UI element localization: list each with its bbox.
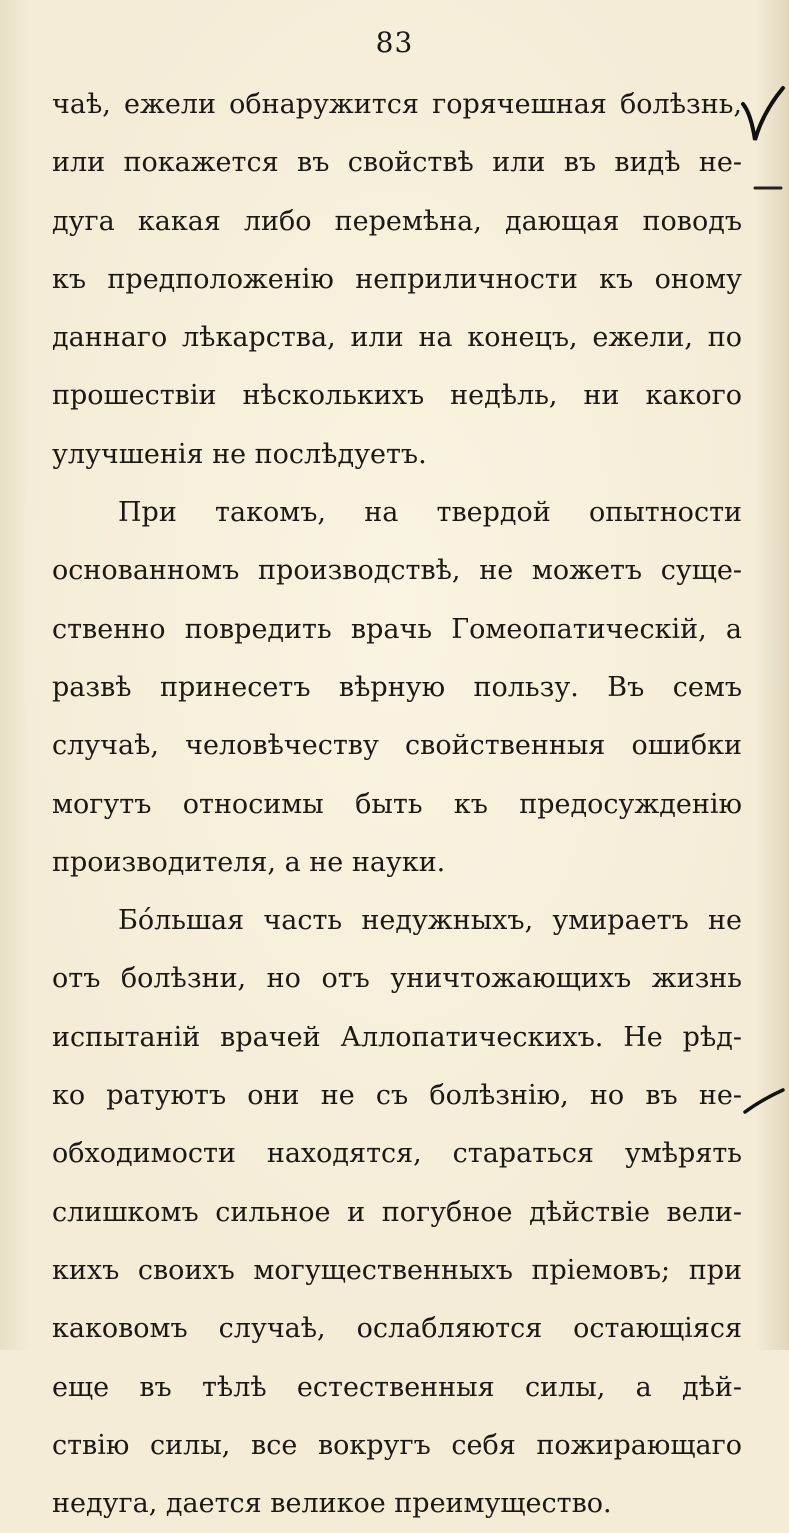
text-line: кихъ своихъ могущественныхъ пріемовъ; при: [52, 1254, 742, 1286]
text-line: ствію силы, все вокругъ себя пожирающаго: [52, 1429, 742, 1461]
text-line: развѣ принесетъ вѣрную пользу. Въ семъ: [52, 671, 742, 703]
text-line: дуга какая либо перемѣна, дающая поводъ: [52, 205, 742, 237]
text-line: еще въ тѣлѣ естественныя силы, а дѣй-: [52, 1371, 742, 1403]
text-line: обходимости находятся, стараться умѣрять: [52, 1138, 742, 1170]
text-line: улучшенія не послѣдуетъ.: [52, 438, 427, 470]
text-line: случаѣ, человѣчеству свойственныя ошибки: [52, 730, 742, 762]
text-line: При такомъ, на твердой опытности: [118, 497, 742, 529]
text-line: слишкомъ сильное и погубное дѣйствіе вели-: [52, 1196, 742, 1228]
paragraph-1: [52, 76, 742, 484]
page-number: 83: [375, 26, 414, 59]
pencil-dash-icon: [739, 178, 789, 198]
text-line: ственно повредить врачь Гомеопатическій, а: [52, 613, 742, 645]
text-line: къ предположенію неприличности къ оному: [52, 263, 742, 295]
text-line: могутъ относимы быть къ предосужденію: [52, 788, 742, 820]
text-line: прошествіи нѣсколькихъ недѣль, ни какого: [52, 380, 742, 412]
text-line: Бо́льшая часть недужныхъ, умираетъ не: [118, 905, 742, 937]
text-line: недуга, дается великое преимущество.: [52, 1488, 612, 1520]
text-line: даннаго лѣкарства, или на конецъ, ежели, по: [52, 322, 742, 354]
body-text: [52, 76, 742, 1533]
text-line: производителя, а не науки.: [52, 846, 446, 878]
text-line: испытаній врачей Аллопатическихъ. Не рѣд-: [52, 1021, 742, 1053]
text-line: отъ болѣзни, но отъ уничтожающихъ жизнь: [52, 963, 742, 995]
text-line: ко ратуютъ они не съ болѣзнію, но въ не-: [52, 1080, 742, 1112]
text-line: основанномъ производствѣ, не можетъ суще-: [52, 555, 742, 587]
pencil-slash-icon: [739, 1080, 789, 1120]
text-line: каковомъ случаѣ, ослабляются остающіяся: [52, 1313, 742, 1345]
text-line: или покажется въ свойствѣ или въ видѣ не-: [52, 147, 742, 179]
text-line: чаѣ, ежели обнаружится горячешная болѣзнь,: [52, 89, 742, 120]
pencil-checkmark-icon: [739, 82, 789, 182]
paragraph-3: [52, 892, 742, 1533]
paragraph-2: [52, 484, 742, 892]
